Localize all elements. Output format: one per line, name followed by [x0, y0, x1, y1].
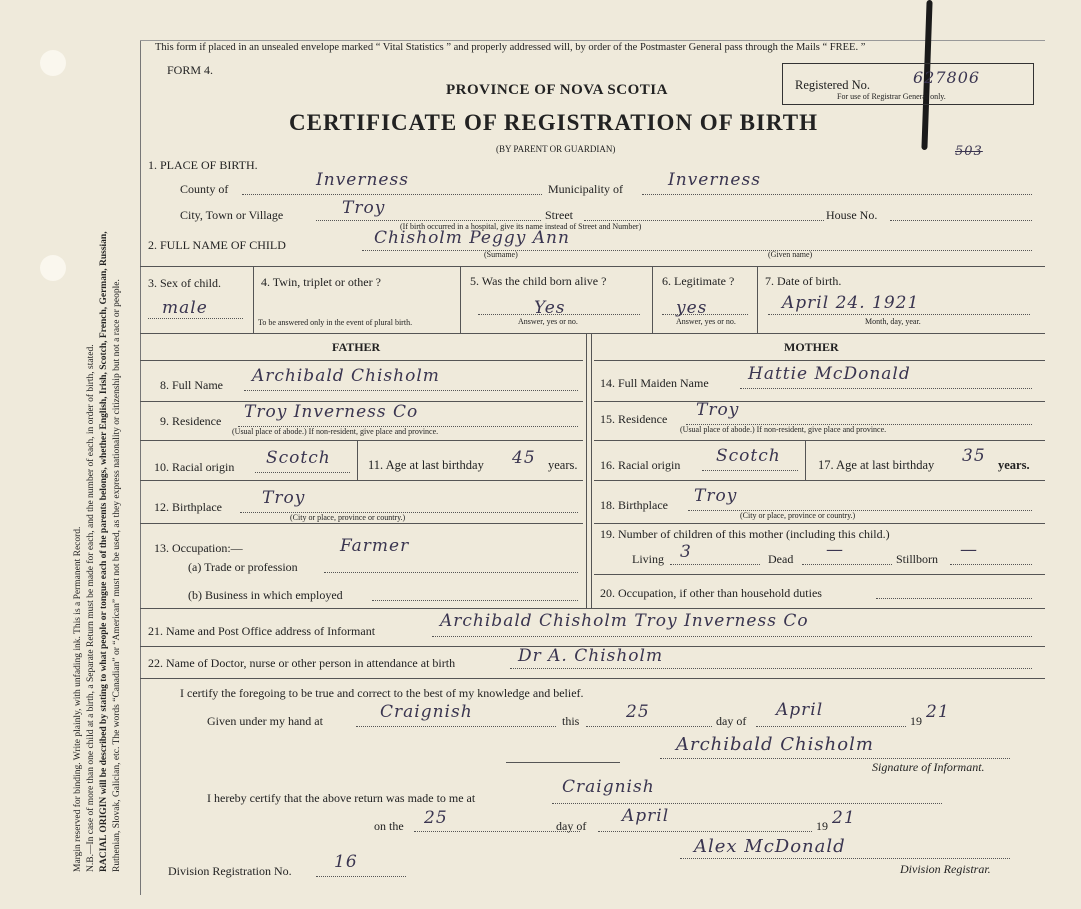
father-age-value: 45 — [512, 448, 536, 468]
father-racial-label: 10. Racial origin — [154, 460, 235, 474]
parents-divider — [586, 333, 587, 609]
stillborn-line — [950, 564, 1032, 565]
doctor-label: 22. Name of Doctor, nurse or other person in attendance at birth — [148, 656, 456, 670]
county-value: Inverness — [316, 170, 409, 190]
father-age-divider — [357, 440, 358, 480]
city-label: City, Town or Village — [180, 208, 284, 222]
dob-label: 7. Date of birth. — [765, 274, 842, 288]
living-value: 3 — [680, 542, 692, 562]
father-rule — [140, 480, 583, 481]
father-racial-line — [255, 472, 350, 473]
given-name-caption: (Given name) — [768, 250, 813, 259]
street-label: Street — [545, 208, 573, 222]
month-line — [756, 726, 906, 727]
father-name-line — [244, 390, 578, 391]
registrar-place-value: Craignish — [562, 777, 655, 797]
registrar-certify-text: I hereby certify that the above return was made to me at — [207, 791, 476, 805]
given-label: Given under my hand at — [207, 714, 323, 728]
mother-racial-label: 16. Racial origin — [600, 458, 681, 472]
father-business-label: (b) Business in which employed — [188, 588, 343, 602]
mother-birthplace-value: Troy — [694, 486, 738, 506]
father-residence-value: Troy Inverness Co — [244, 402, 419, 422]
registrar-month-value: April — [622, 806, 670, 826]
row3-divider — [460, 266, 461, 333]
legitimate-line — [662, 314, 748, 315]
registrar-month-line — [598, 831, 812, 832]
informant-line — [432, 636, 1032, 637]
alive-caption: Answer, yes or no. — [518, 317, 578, 326]
mother-name-label: 14. Full Maiden Name — [600, 376, 709, 390]
child-name-value: Chisholm Peggy Ann — [374, 228, 570, 248]
mother-age-label: 17. Age at last birthday — [818, 458, 935, 472]
stillborn-value: — — [960, 540, 978, 560]
father-residence-label: 9. Residence — [160, 414, 222, 428]
registrar-dayof-label: day of — [556, 819, 587, 833]
mother-residence-label: 15. Residence — [600, 412, 668, 426]
mother-residence-caption: (Usual place of abode.) If non-resident, give place and province. — [680, 425, 887, 434]
registered-label: Registered No. — [795, 78, 870, 92]
province-heading: PROVINCE OF NOVA SCOTIA — [446, 82, 668, 98]
informant-value: Archibald Chisholm Troy Inverness Co — [440, 611, 809, 631]
division-value: 16 — [334, 852, 358, 872]
corner-mark: 503 — [955, 144, 983, 159]
house-label: House No. — [826, 208, 878, 222]
county-label: County of — [180, 182, 229, 196]
mother-occupation-label: 20. Occupation, if other than household duties — [600, 586, 822, 600]
dob-value: April 24. 1921 — [782, 293, 920, 313]
mother-rule — [594, 440, 1045, 441]
father-business-line — [372, 600, 578, 601]
father-rule — [140, 440, 583, 441]
margin-note-4: Ruthenian, Slovak, Galician, etc. The words “Canadian” or “American” must not be used, as they express nationality or citizenship but not a race or people. — [112, 279, 122, 872]
mother-rule — [594, 523, 1045, 524]
father-birthplace-label: 12. Birthplace — [154, 500, 222, 514]
father-age-label: 11. Age at last birthday — [368, 458, 484, 472]
father-trade-label: (a) Trade or profession — [188, 560, 298, 574]
year-prefix: 19 — [910, 714, 922, 728]
house-line — [890, 220, 1032, 221]
doctor-line — [510, 668, 1032, 669]
mother-occupation-line — [876, 598, 1032, 599]
legitimate-value: yes — [676, 298, 708, 318]
division-line — [316, 876, 406, 877]
dead-value: — — [826, 540, 844, 560]
mother-birthplace-caption: (City or place, province or country.) — [740, 511, 856, 520]
form-number: FORM 4. — [167, 63, 214, 77]
father-heading: FATHER — [332, 340, 381, 354]
parents-divider — [591, 333, 592, 609]
informant-signature-line — [660, 758, 1010, 759]
twin-note: To be answered only in the event of plural birth. — [258, 318, 413, 327]
father-rule — [140, 360, 583, 361]
hospital-note: (If birth occurred in a hospital, give its name instead of Street and Number) — [400, 222, 642, 231]
informant-signature: Archibald Chisholm — [676, 734, 874, 755]
month-value: April — [776, 700, 824, 720]
living-line — [670, 564, 760, 565]
registrar-day-value: 25 — [424, 808, 448, 828]
given-place-value: Craignish — [380, 702, 473, 722]
registrar-place-line — [552, 803, 942, 804]
signature-caption: Signature of Informant. — [872, 760, 985, 774]
father-name-value: Archibald Chisholm — [252, 366, 440, 386]
municipality-label: Municipality of — [548, 182, 623, 196]
postal-notice: This form if placed in an unsealed envelope marked “ Vital Statistics ” and properly addressed will, by order of the Postmaster General pass through the Mails “ FREE. ” — [155, 42, 866, 53]
informant-label: 21. Name and Post Office address of Informant — [148, 624, 376, 638]
mother-rule — [594, 574, 1045, 575]
day-line — [586, 726, 712, 727]
informant-rule — [140, 608, 1045, 609]
day-value: 25 — [626, 702, 650, 722]
living-label: Living — [632, 552, 664, 566]
dead-label: Dead — [768, 552, 794, 566]
top-border — [140, 40, 1045, 41]
father-residence-caption: (Usual place of abode.) If non-resident, give place and province. — [232, 427, 439, 436]
row3-divider — [757, 266, 758, 333]
margin-note-2: N.B.—In case of more than one child at a birth, a Separate Return must be made for each, and the number of each, in order of birth, stated. — [86, 344, 96, 872]
mother-rule — [594, 480, 1045, 481]
twin-label: 4. Twin, triplet or other ? — [261, 275, 381, 289]
on-the-label: on the — [374, 819, 404, 833]
sex-label: 3. Sex of child. — [148, 276, 221, 290]
county-line — [242, 194, 542, 195]
margin-note-3: RACIAL ORIGIN will be described by stating to what people or tongue each of the parents belongs, whether English, Irish, Scotch, French, German, Russian, — [99, 231, 109, 872]
margin-note-1: Margin reserved for binding. Write plainly, with unfading ink. This is a Permanent Record. — [73, 526, 83, 872]
mother-name-value: Hattie McDonald — [748, 364, 911, 384]
registrar-year-value: 21 — [832, 808, 856, 828]
stillborn-label: Stillborn — [896, 552, 939, 566]
registrar-signature: Alex McDonald — [694, 836, 846, 857]
division-label: Division Registration No. — [168, 864, 292, 878]
punch-hole — [40, 50, 66, 76]
father-occupation-label: 13. Occupation:— — [154, 541, 243, 555]
registered-number: 627806 — [913, 68, 981, 87]
municipality-value: Inverness — [668, 170, 761, 190]
left-border — [140, 40, 141, 895]
street-line — [584, 220, 824, 221]
mother-name-line — [740, 388, 1032, 389]
father-birthplace-caption: (City or place, province or country.) — [290, 513, 406, 522]
certification-rule — [140, 678, 1045, 679]
row3-divider — [253, 266, 254, 333]
father-trade-line — [324, 572, 578, 573]
mother-heading: MOTHER — [784, 340, 839, 354]
given-place-line — [356, 726, 556, 727]
dayof-label: day of — [716, 714, 747, 728]
registrar-signature-line — [680, 858, 1010, 859]
row3-divider — [652, 266, 653, 333]
father-trade-value: Farmer — [340, 536, 410, 556]
child-name-line — [362, 250, 1032, 251]
mother-age-unit: years. — [998, 458, 1030, 472]
signature-rule — [506, 762, 620, 763]
father-age-unit: years. — [548, 458, 578, 472]
city-value: Troy — [342, 198, 386, 218]
mother-racial-line — [702, 470, 798, 471]
father-birthplace-value: Troy — [262, 488, 306, 508]
municipality-line — [642, 194, 1032, 195]
year-value: 21 — [926, 702, 950, 722]
mother-residence-value: Troy — [696, 400, 740, 420]
surname-caption: (Surname) — [484, 250, 518, 259]
mother-rule — [594, 360, 1045, 361]
alive-value: Yes — [534, 298, 566, 318]
certify-text: I certify the foregoing to be true and correct to the best of my knowledge and belief. — [180, 686, 584, 700]
sex-line — [148, 318, 243, 319]
alive-line — [478, 314, 640, 315]
dob-caption: Month, day, year. — [865, 317, 921, 326]
doctor-value: Dr A. Chisholm — [518, 646, 664, 666]
division-caption: Division Registrar. — [900, 862, 991, 876]
alive-label: 5. Was the child born alive ? — [470, 274, 607, 288]
subtitle: (BY PARENT OR GUARDIAN) — [496, 144, 616, 154]
place-of-birth-label: 1. PLACE OF BIRTH. — [148, 158, 258, 172]
mother-age-value: 35 — [962, 446, 986, 466]
dead-line — [802, 564, 892, 565]
dob-line — [768, 314, 1030, 315]
mother-age-divider — [805, 440, 806, 480]
registrar-year-prefix: 19 — [816, 819, 828, 833]
father-racial-value: Scotch — [266, 448, 331, 468]
row3-top-rule — [140, 266, 1045, 267]
registered-box — [782, 63, 1034, 105]
this-label: this — [562, 714, 580, 728]
page-title: CERTIFICATE OF REGISTRATION OF BIRTH — [289, 110, 818, 135]
mother-racial-value: Scotch — [716, 446, 781, 466]
registered-note: For use of Registrar General only. — [837, 92, 946, 101]
mother-rule — [594, 401, 1045, 402]
city-line — [316, 220, 541, 221]
sex-value: male — [162, 298, 208, 318]
mother-birthplace-label: 18. Birthplace — [600, 498, 668, 512]
margin-notes — [72, 231, 124, 872]
legitimate-label: 6. Legitimate ? — [662, 274, 735, 288]
punch-hole — [40, 255, 66, 281]
row3-bottom-rule — [140, 333, 1045, 334]
father-rule — [140, 523, 583, 524]
child-name-label: 2. FULL NAME OF CHILD — [148, 238, 286, 252]
father-name-label: 8. Full Name — [160, 378, 223, 392]
mother-children-label: 19. Number of children of this mother (including this child.) — [600, 527, 890, 541]
legitimate-caption: Answer, yes or no. — [676, 317, 736, 326]
